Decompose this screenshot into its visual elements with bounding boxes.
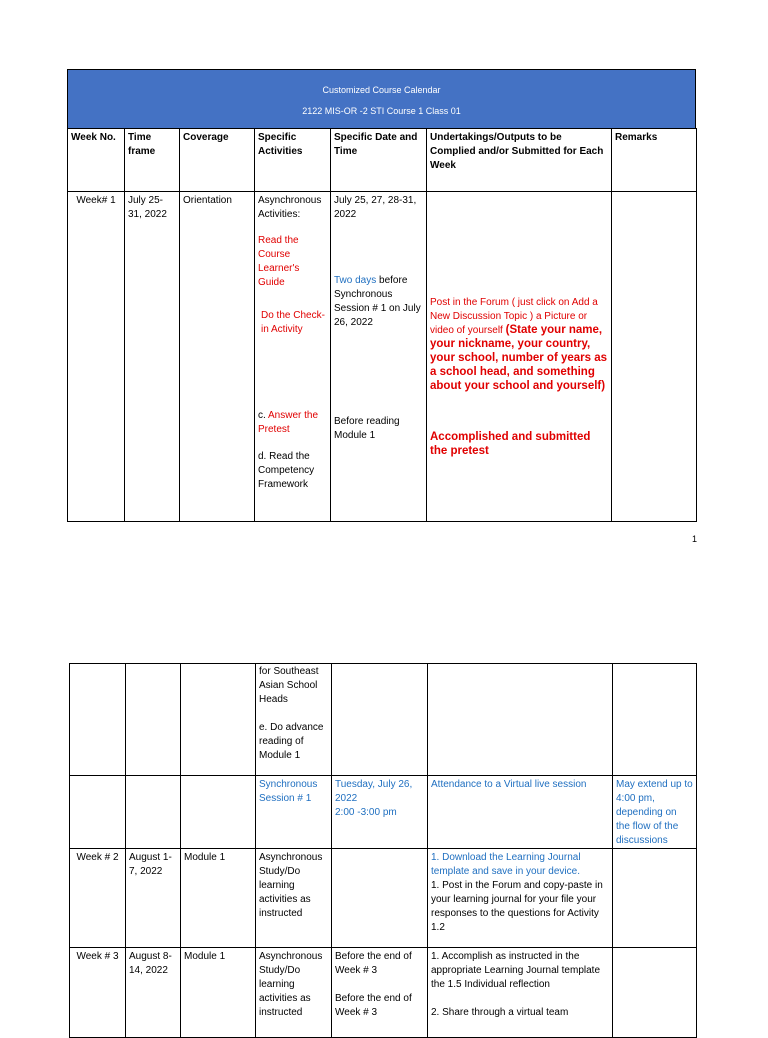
sync-remarks: May extend up to 4:00 pm, depending on the flow of the discussions [613, 776, 697, 849]
activity-pretest-prefix: c. [258, 410, 266, 421]
activity-pretest-label: Answer the Pretest [258, 410, 319, 435]
calendar-page-1 [67, 69, 696, 523]
header-remarks: Remarks [612, 129, 697, 192]
sync-activity: Synchronous Session # 1 [256, 776, 332, 849]
calendar-table-page-1 [67, 128, 697, 522]
coverage-cell: Module 1 [181, 948, 256, 1038]
activity-competency-cont: for Southeast Asian School Heads [259, 666, 319, 705]
sync-date: Tuesday, July 26, 2022 [335, 779, 413, 804]
activity-competency: d. Read the Competency Framework [258, 451, 315, 490]
output-reflection: 1. Accomplish as instructed in the appropriate Learning Journal template the 1.5 Individual reflection [431, 951, 600, 990]
header-datetime: Specific Date and Time [331, 129, 427, 192]
page-number: 1 [692, 534, 698, 544]
date-before-session [334, 274, 423, 330]
header-row [68, 129, 697, 192]
header-coverage: Coverage [180, 129, 255, 192]
calendar-table-page-2 [69, 663, 697, 1038]
outputs-cell [428, 849, 613, 948]
outputs-cell [427, 192, 612, 522]
activities-cell: Asynchronous Study/Do learning activities as instructed [256, 849, 332, 948]
table-row-week-3 [70, 948, 697, 1038]
coverage-cell: Module 1 [181, 849, 256, 948]
timeframe-cell [126, 776, 181, 849]
activities-cell: Asynchronous Study/Do learning activities as instructed [256, 948, 332, 1038]
week-cell [70, 664, 126, 776]
outputs-cell [428, 948, 613, 1038]
output-download-journal: 1. Download the Learning Journal template and save in your device. [431, 852, 581, 877]
week-cell: Week # 3 [70, 948, 126, 1038]
output-forum-post-details: (State your name, your nickname, your country, your school, number of years as a school head, and something about your school and yourself) [430, 324, 608, 392]
activity-pretest [258, 409, 327, 437]
coverage-cell [181, 664, 256, 776]
week-cell: Week# 1 [68, 192, 125, 522]
datetime-cell [331, 192, 427, 522]
timeframe-cell [126, 664, 181, 776]
date-two-days: Two days [334, 275, 377, 286]
activity-read-guide: Read the Course Learner's Guide [258, 235, 300, 288]
week-cell: Week # 2 [70, 849, 126, 948]
timeframe-cell: July 25-31, 2022 [125, 192, 180, 522]
date-before-module: Before reading Module 1 [334, 416, 400, 441]
table-row-synchronous [70, 776, 697, 849]
date-week-1: July 25, 27, 28-31, 2022 [334, 195, 417, 220]
outputs-cell [428, 664, 613, 776]
calendar-banner [67, 69, 696, 129]
coverage-cell [181, 776, 256, 849]
activities-cell [256, 664, 332, 776]
output-forum-responses: 1. Post in the Forum and copy-paste in your learning journal for your file your responses to the questions for Activity 1.2 [431, 880, 603, 933]
date-end-week-3-b: Before the end of Week # 3 [335, 993, 412, 1018]
remarks-cell [612, 192, 697, 522]
activity-check-in: Do the Check-in Activity [261, 310, 325, 335]
banner-title: Customized Course Calendar [322, 85, 441, 95]
output-pretest: Accomplished and submitted the pretest [430, 431, 591, 457]
activity-asynchronous: Asynchronous Activities: [258, 195, 322, 220]
remarks-cell [613, 948, 697, 1038]
datetime-cell [332, 948, 428, 1038]
sync-output: Attendance to a Virtual live session [428, 776, 613, 849]
coverage-cell: Orientation [180, 192, 255, 522]
output-forum-post [430, 296, 608, 394]
date-before-session-rest: before Synchronous Session # 1 on July 26, 2022 [334, 275, 421, 328]
week-cell [70, 776, 126, 849]
timeframe-cell: August 1-7, 2022 [126, 849, 181, 948]
remarks-cell [613, 849, 697, 948]
sync-time: 2:00 -3:00 pm [335, 807, 397, 818]
timeframe-cell: August 8-14, 2022 [126, 948, 181, 1038]
banner-subtitle: 2122 MIS-OR -2 STI Course 1 Class 01 [302, 106, 461, 116]
datetime-cell [332, 849, 428, 948]
datetime-cell [332, 664, 428, 776]
header-activities: Specific Activities [255, 129, 331, 192]
table-row-week-1 [68, 192, 697, 522]
table-row-continued [70, 664, 697, 776]
table-row-week-2 [70, 849, 697, 948]
header-outputs: Undertakings/Outputs to be Complied and/or Submitted for Each Week [427, 129, 612, 192]
output-forum-post-lead: Post in the Forum ( just click on Add a New Discussion Topic ) a Picture or video of yourself [430, 297, 598, 336]
output-virtual-team: 2. Share through a virtual team [431, 1007, 569, 1018]
header-timeframe: Time frame [125, 129, 180, 192]
activities-cell [255, 192, 331, 522]
header-week: Week No. [68, 129, 125, 192]
date-end-week-3-a: Before the end of Week # 3 [335, 951, 412, 976]
sync-datetime [332, 776, 428, 849]
activity-advance-reading: e. Do advance reading of Module 1 [259, 722, 324, 761]
remarks-cell [613, 664, 697, 776]
